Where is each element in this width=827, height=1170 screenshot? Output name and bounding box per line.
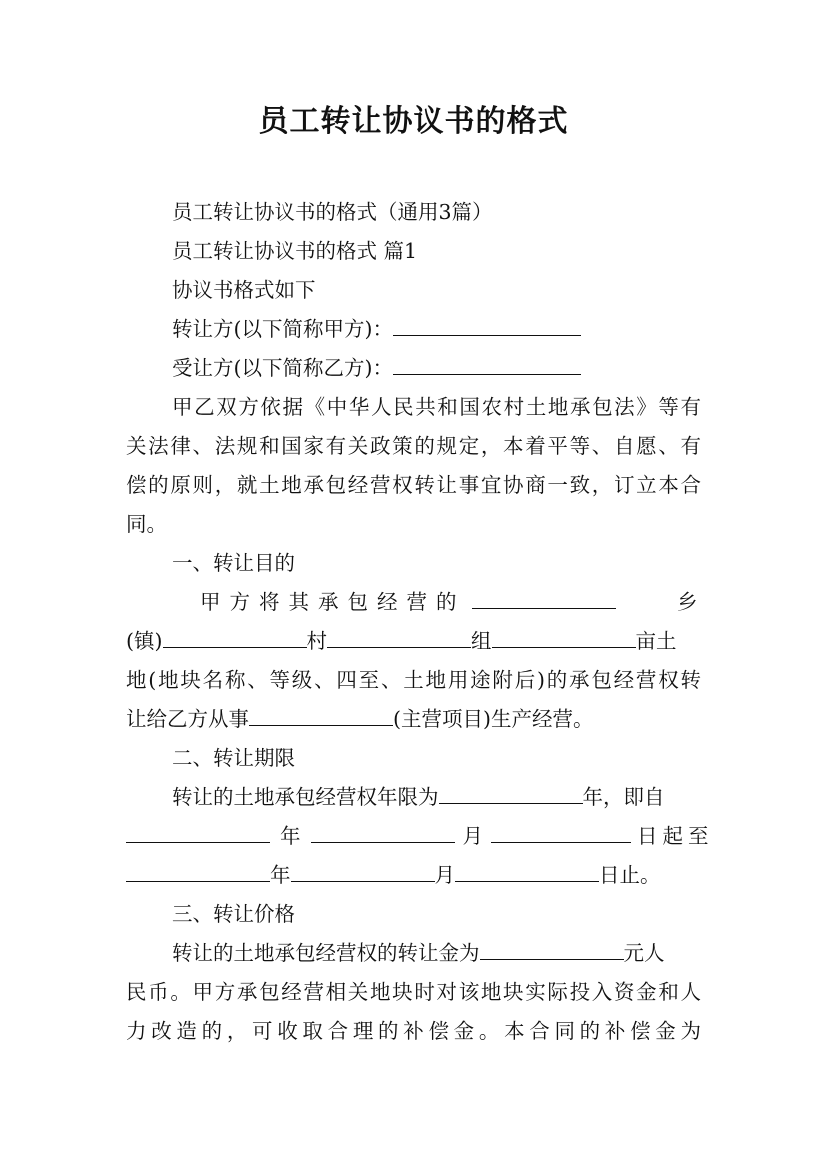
paragraph: 甲乙双方依据《中华人民共和国农村土地承包法》等有: [172, 395, 701, 419]
transferor-line: [172, 315, 701, 343]
end-month-blank: [291, 861, 435, 882]
end-day-blank: [455, 861, 599, 882]
paragraph: 偿的原则，就土地承包经营权转让事宜协商一致，订立本合: [126, 473, 701, 497]
start-year-blank: [126, 822, 270, 843]
town-blank: [163, 627, 307, 648]
transferee-label: 受让方(以下简称乙方)：: [172, 356, 393, 380]
paragraph: 员工转让协议书的格式（通用3篇）: [172, 200, 493, 224]
term-line-3: 年 月 日止。: [126, 861, 701, 889]
section-heading: 一、转让目的: [172, 551, 295, 575]
paragraph: 关法律、法规和国家有关政策的规定，本着平等、自愿、有: [126, 434, 701, 458]
paragraph: 员工转让协议书的格式 篇1: [172, 239, 418, 263]
years-blank: [439, 783, 583, 804]
start-day-blank: [491, 822, 631, 843]
document-title: 员工转让协议书的格式: [258, 104, 569, 139]
term-line-2: 年 月 日起至: [126, 822, 701, 850]
transferee-blank: [393, 354, 581, 375]
purpose-line-4: 让给乙方从事 (主营项目)生产经营。: [126, 707, 594, 731]
transferor-blank: [393, 315, 581, 336]
purpose-line-1: 甲方将其承包经营的: [200, 588, 701, 616]
township-blank: [472, 588, 616, 609]
paragraph: 地(地块名称、等级、四至、土地用途附后)的承包经营权转: [126, 668, 701, 692]
section-heading: 二、转让期限: [172, 746, 295, 770]
start-month-blank: [311, 822, 455, 843]
village-blank: [327, 627, 471, 648]
price-line-1: 转让的土地承包经营权的转让金为 元人: [172, 941, 665, 965]
end-year-blank: [126, 861, 270, 882]
transferor-label: 转让方(以下简称甲方)：: [172, 317, 393, 341]
paragraph: 协议书格式如下: [172, 278, 316, 302]
paragraph: 民币。甲方承包经营相关地块时对该地块实际投入资金和人: [126, 980, 701, 1004]
paragraph: 同。: [126, 512, 167, 536]
project-blank: [249, 705, 393, 726]
township-label: 乡: [677, 590, 698, 614]
paragraph: 力改造的，可收取合理的补偿金。本合同的补偿金为: [126, 1019, 701, 1043]
term-line-1: 转让的土地承包经营权年限为 年，即自: [172, 785, 665, 809]
price-blank: [480, 939, 624, 960]
section-heading: 三、转让价格: [172, 902, 295, 926]
group-blank: [492, 627, 636, 648]
purpose-line-2: (镇) 村 组 亩土: [126, 629, 677, 653]
transferee-line: [172, 354, 701, 382]
